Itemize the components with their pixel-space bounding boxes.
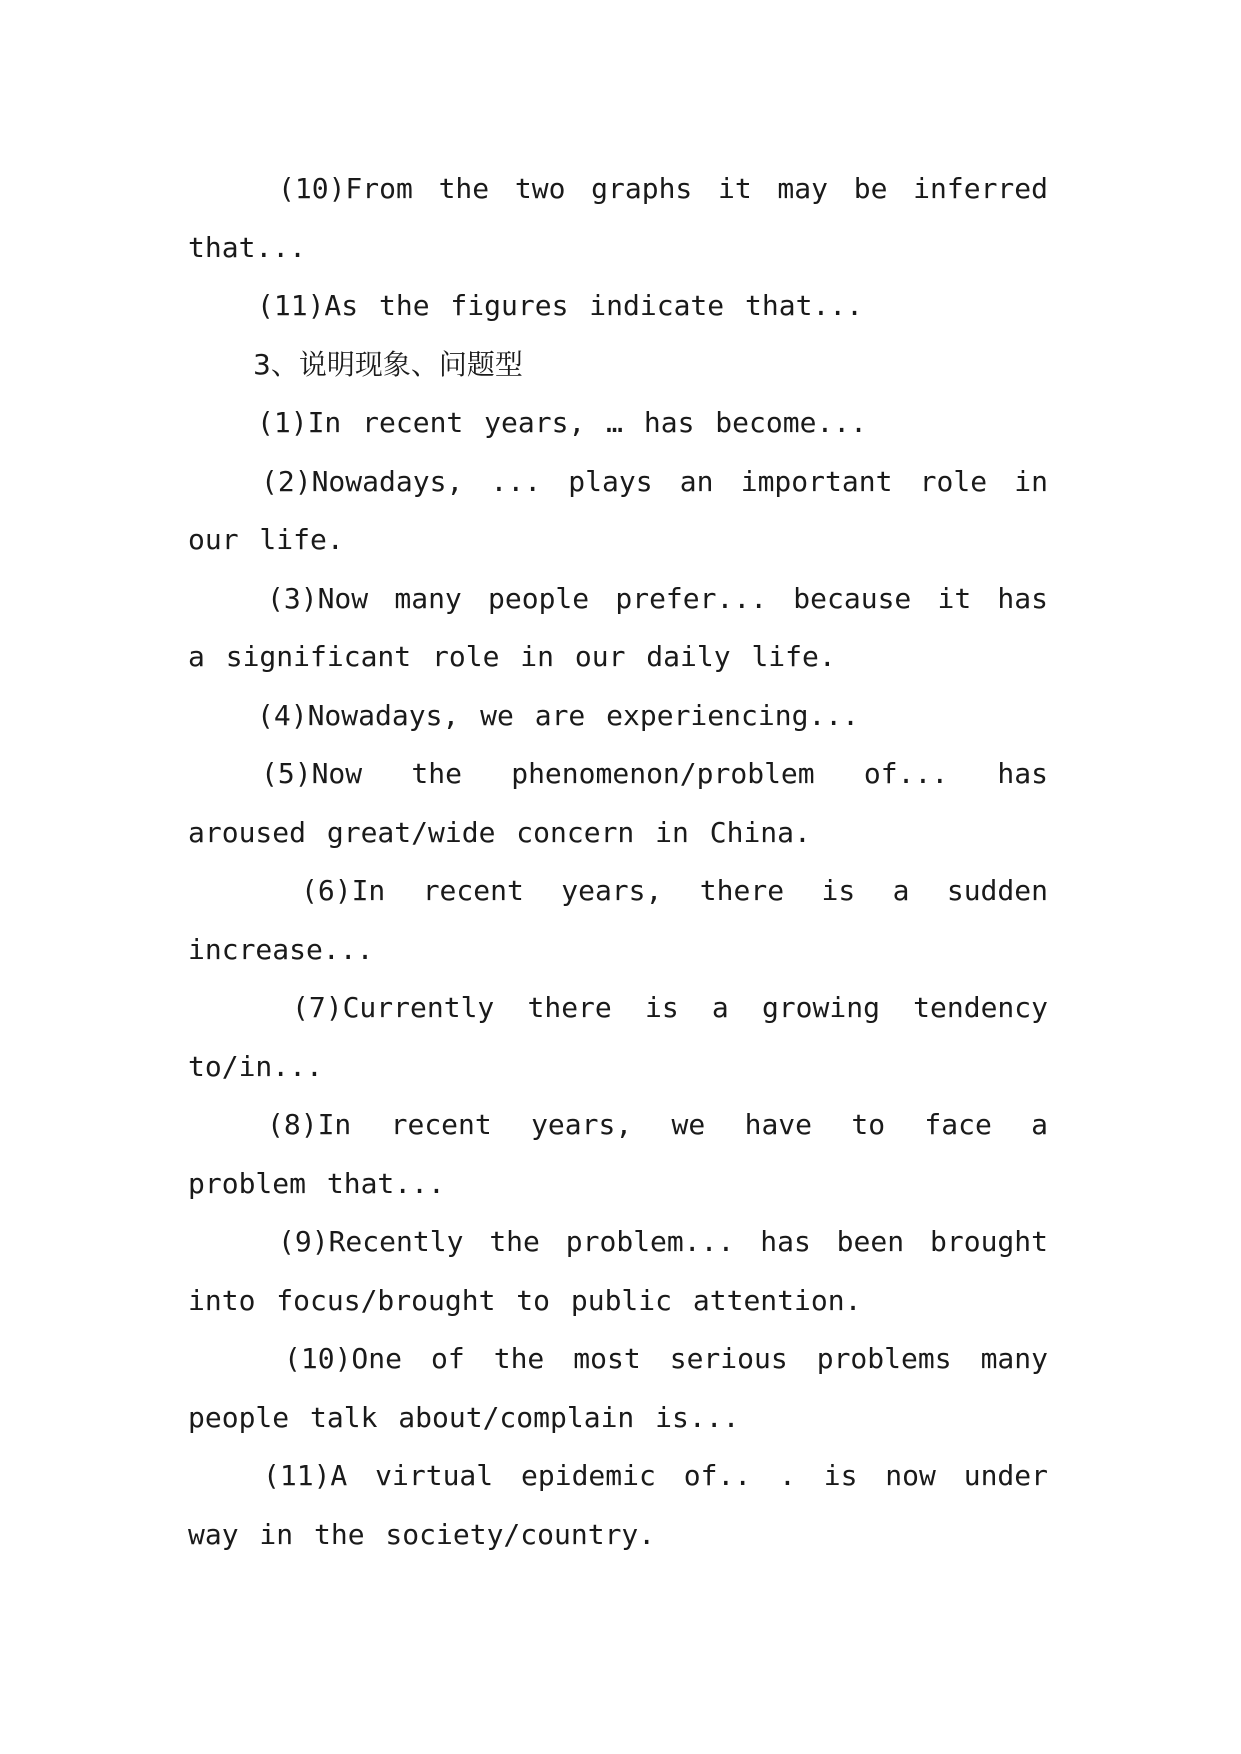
paragraph-item: (10)From the two graphs it may be inferred that... xyxy=(188,172,1048,264)
paragraph-item: (1)In recent years, … has become... xyxy=(257,406,868,439)
paragraph-item: (9)Recently the problem... has been brought into focus/brought to public attention. xyxy=(188,1225,1048,1317)
paragraph-item: (5)Now the phenomenon/problem of... has aroused great/wide concern in China. xyxy=(188,757,1048,849)
paragraph-item: (4)Nowadays, we are experiencing... xyxy=(257,698,860,732)
paragraph-item: (6)In recent years, there is a sudden increase... xyxy=(188,874,1048,966)
paragraph-item: (11)As the figures indicate that... xyxy=(257,289,864,322)
paragraph-item: (11)A virtual epidemic of.. . is now under way in the society/country. xyxy=(188,1459,1048,1551)
paragraph-item: (10)One of the most serious problems many people talk about/complain is... xyxy=(188,1342,1048,1434)
section-heading: 3、说明现象、问题型 xyxy=(253,347,523,381)
document-body xyxy=(188,160,1048,1564)
paragraph-item: (3)Now many people prefer... because it has a significant role in our daily life. xyxy=(188,581,1048,673)
paragraph-item: (8)In recent years, we have to face a problem that... xyxy=(188,1108,1048,1200)
paragraph-item: (2)Nowadays, ... plays an important role in our life. xyxy=(188,464,1048,556)
paragraph-item: (7)Currently there is a growing tendency to/in... xyxy=(188,991,1048,1083)
